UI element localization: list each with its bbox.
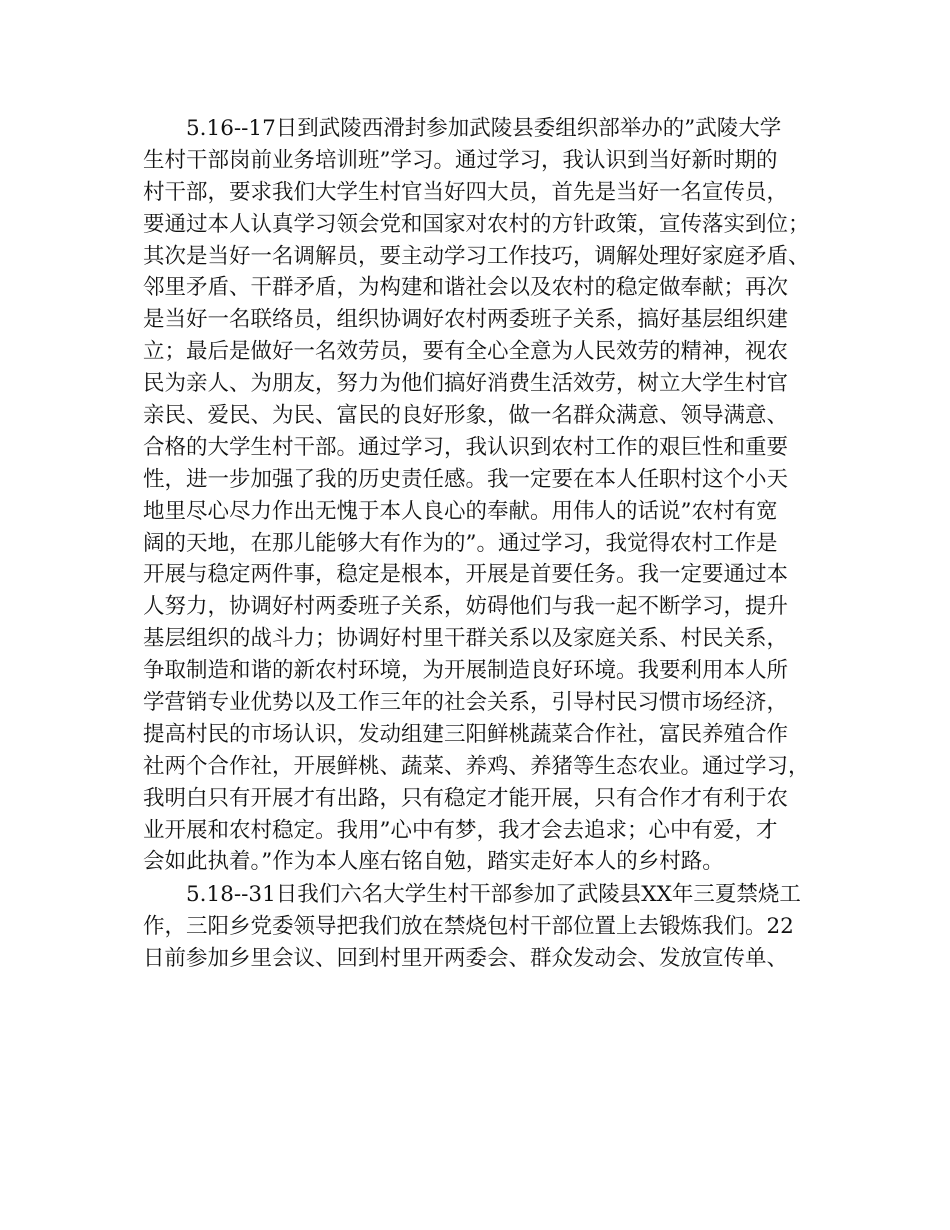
text-line: 人努力，协调好村两委班子关系，妨碍他们与我一起不断学习，提升	[143, 594, 789, 620]
text-line: 日前参加乡里会议、回到村里开两委会、群众发动会、发放宣传单、	[143, 946, 789, 972]
text-line: 地里尽心尽力作出无愧于本人良心的奉献。用伟人的话说”农村有宽	[143, 498, 778, 524]
text-line: 村干部，要求我们大学生村官当好四大员，首先是当好一名宣传员，	[143, 179, 789, 205]
text-line: 学营销专业优势以及工作三年的社会关系，引导村民习惯市场经济，	[143, 690, 789, 716]
text-line: 社两个合作社，开展鲜桃、蔬菜、养鸡、养猪等生态农业。通过学习，	[143, 753, 810, 779]
text-line: 性，进一步加强了我的历史责任感。我一定要在本人任职村这个小天	[143, 466, 789, 492]
text-line: 业开展和农村稳定。我用”心中有梦，我才会去追求；心中有爱，才	[143, 817, 778, 843]
text-line: 要通过本人认真学习领会党和国家对农村的方针政策，宣传落实到位；	[143, 211, 810, 237]
text-line: 邻里矛盾、干群矛盾，为构建和谐社会以及农村的稳定做奉献；再次	[143, 275, 789, 301]
text-line: 5.16--17日到武陵西滑封参加武陵县委组织部举办的”武陵大学	[186, 116, 782, 141]
text-line: 争取制造和谐的新农村环境，为开展制造良好环境。我要利用本人所	[143, 658, 789, 684]
document-body	[143, 113, 815, 975]
text-line: 5.18--31日我们六名大学生村干部参加了武陵县XX年三夏禁烧工	[186, 882, 801, 908]
text-line: 合格的大学生村干部。通过学习，我认识到农村工作的艰巨性和重要	[143, 434, 789, 460]
text-line: 民为亲人、为朋友，努力为他们搞好消费生活效劳，树立大学生村官	[143, 371, 789, 397]
text-line: 其次是当好一名调解员，要主动学习工作技巧，调解处理好家庭矛盾、	[143, 243, 810, 269]
text-line: 是当好一名联络员，组织协调好农村两委班子关系，搞好基层组织建	[143, 307, 789, 333]
text-line: 阔的天地，在那儿能够大有作为的”。通过学习，我觉得农村工作是	[143, 530, 778, 556]
text-line: 生村干部岗前业务培训班”学习。通过学习，我认识到当好新时期的	[143, 147, 778, 173]
text-line: 亲民、爱民、为民、富民的良好形象，做一名群众满意、领导满意、	[143, 403, 789, 429]
text-line: 提高村民的市场认识，发动组建三阳鲜桃蔬菜合作社，富民养殖合作	[143, 721, 789, 747]
text-line: 会如此执着。”作为本人座右铭自勉，踏实走好本人的乡村路。	[143, 849, 724, 875]
text-line: 立；最后是做好一名效劳员，要有全心全意为人民效劳的精神，视农	[143, 339, 789, 365]
text-line: 基层组织的战斗力；协调好村里干群关系以及家庭关系、村民关系，	[143, 626, 789, 652]
paragraph-2	[143, 879, 815, 975]
text-line: 我明白只有开展才有出路，只有稳定才能开展，只有合作才有利于农	[143, 785, 789, 811]
text-line: 开展与稳定两件事，稳定是根本，开展是首要任务。我一定要通过本	[143, 562, 789, 588]
text-line: 作，三阳乡党委领导把我们放在禁烧包村干部位置上去锻炼我们。22	[143, 914, 794, 940]
paragraph-1	[143, 113, 815, 878]
